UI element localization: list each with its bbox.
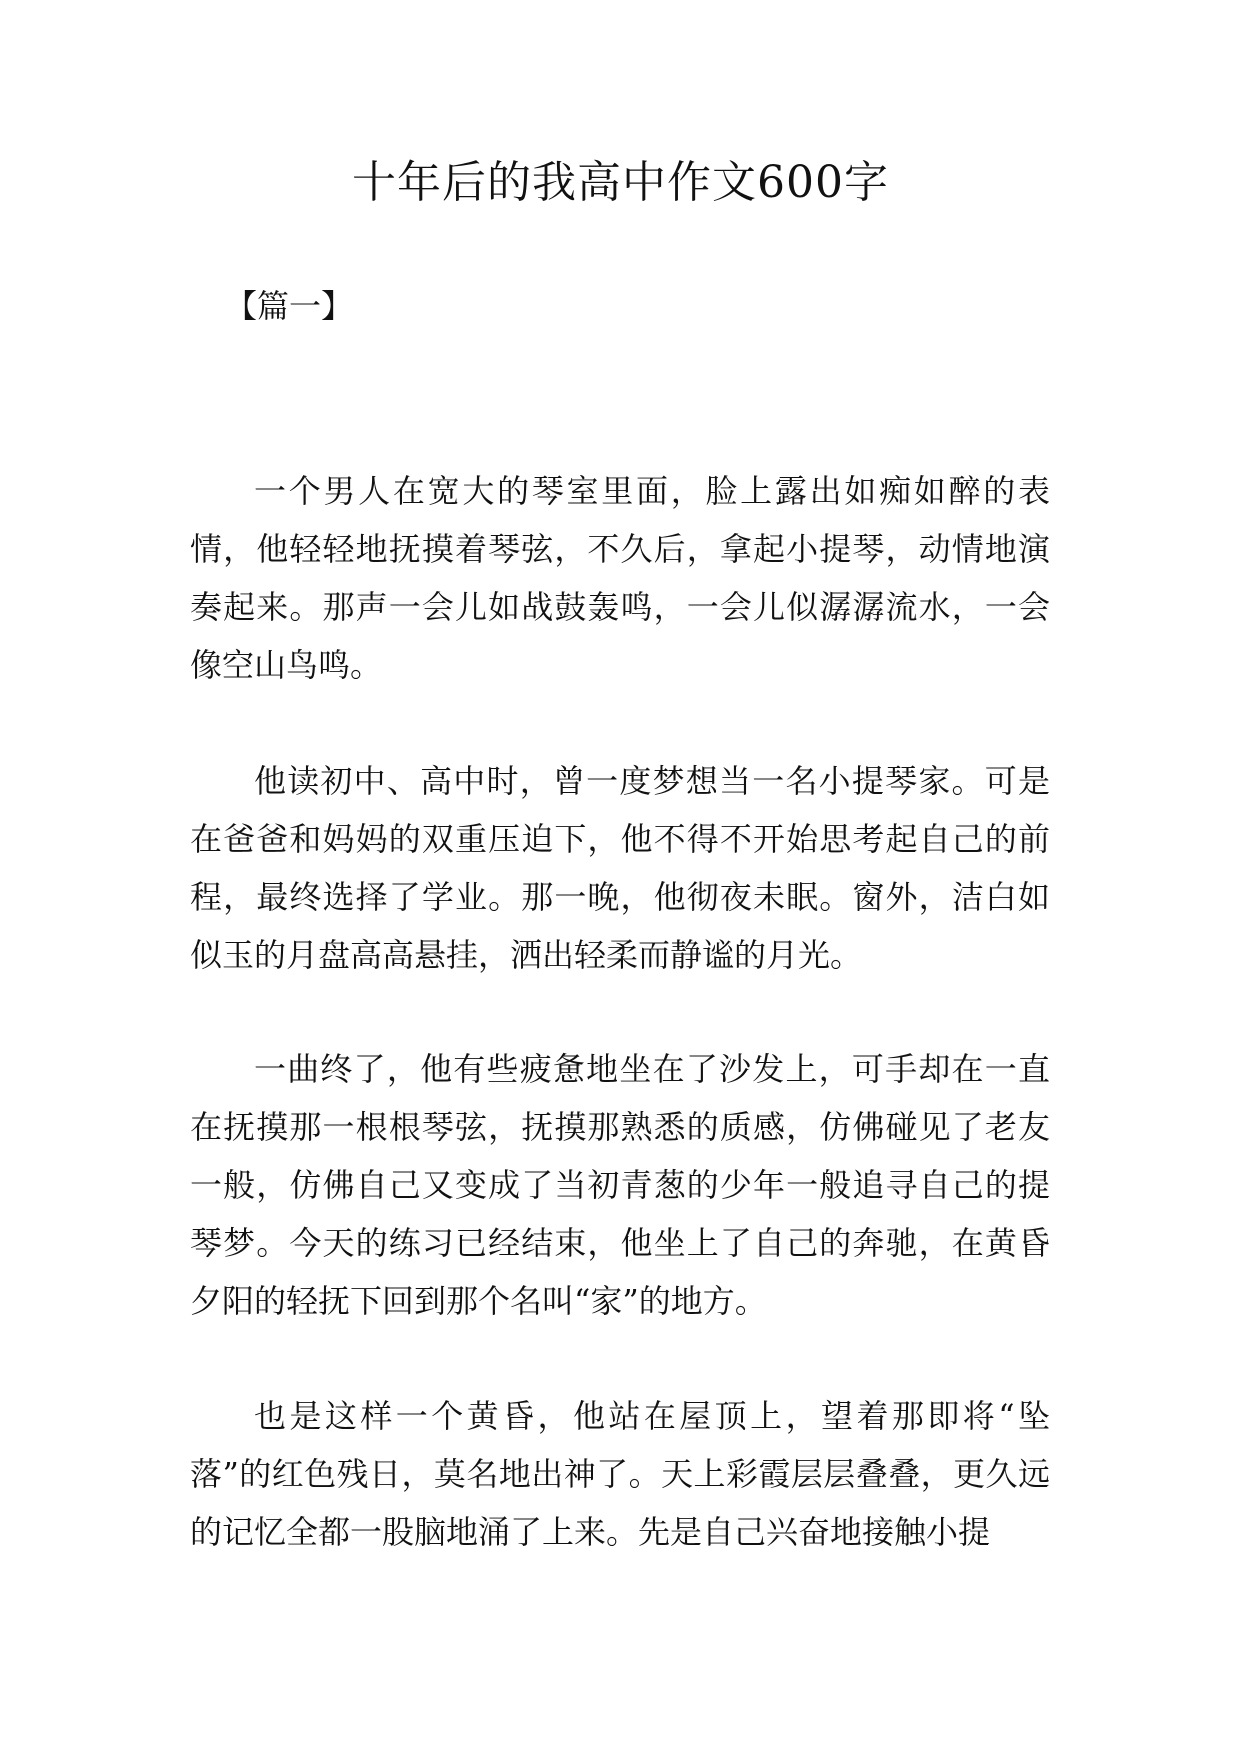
- document-title: 十年后的我高中作文600字: [352, 157, 889, 208]
- paragraph-2: 他读初中、高中时，曾一度梦想当一名小提琴家。可是在爸爸和妈妈的双重压迫下，他不得不开始思考起自己的前程，最终选择了学业。那一晚，他彻夜未眠。窗外，洁白如似玉的月盘高高悬挂，洒出轻柔而静谧的月光。: [190, 762, 1050, 974]
- paragraph-3: 一曲终了，他有些疲惫地坐在了沙发上，可手却在一直在抚摸那一根根琴弦，抚摸那熟悉的质感，仿佛碰见了老友一般，仿佛自己又变成了当初青葱的少年一般追寻自己的提琴梦。今天的练习已经结束，他坐上了自己的奔驰，在黄昏夕阳的轻抚下回到那个名叫“家”的地方。: [190, 1050, 1050, 1320]
- paragraph-4: 也是这样一个黄昏，他站在屋顶上，望着那即将“坠落”的红色残日，莫名地出神了。天上彩霞层层叠叠，更久远的记忆全都一股脑地涌了上来。先是自己兴奋地接触小提: [190, 1397, 1050, 1551]
- paragraph-1: 一个男人在宽大的琴室里面，脸上露出如痴如醉的表情，他轻轻地抚摸着琴弦，不久后，拿起小提琴，动情地演奏起来。那声一会儿如战鼓轰鸣，一会儿似潺潺流水，一会像空山鸟鸣。: [190, 472, 1050, 684]
- section-label: 【篇一】: [225, 287, 354, 325]
